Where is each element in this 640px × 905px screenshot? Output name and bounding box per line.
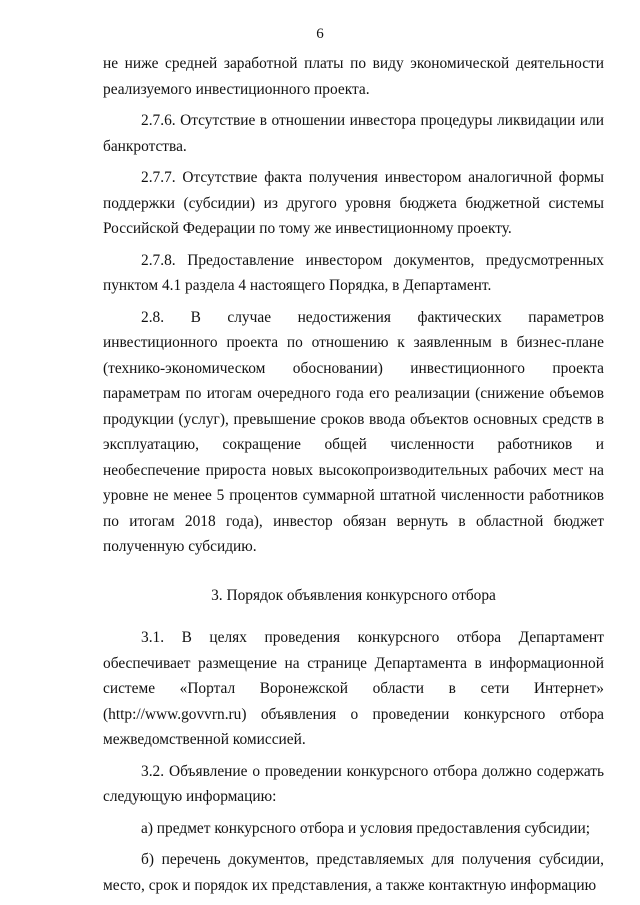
paragraph-2-8: 2.8. В случае недостижения фактических параметров инвестиционного проекта по отношению к заявленным в бизнес-плане (технико-экономическом обосновании) инвестиционного проекта параметрам по итогам очередного года его реализации (снижение объемов продукции (услуг), превышение сроков ввода объектов основных средств в эксплуатацию, сокращение общей численности работников и необеспечение прироста новых высокопроизводительных рабочих мест на уровне не менее 5 процентов суммарной штатной численности работников по итогам 2018 года), инвестор обязан вернуть в областной бюджет полученную субсидию. bbox=[103, 308, 604, 555]
paragraph-2-7-8: 2.7.8. Предоставление инвестором документов, предусмотренных пунктом 4.1 раздела 4 настоящего Порядка, в Департамент. bbox=[103, 251, 604, 294]
paragraph-3-1: 3.1. В целях проведения конкурсного отбора Департамент обеспечивает размещение на странице Департамента в информационной системе «Портал Воронежской области в сети Интернет» (http://www.govvrn.ru) объявления о проведении конкурсного отбора межведомственной комиссией. bbox=[103, 629, 604, 748]
paragraph-3-2: 3.2. Объявление о проведении конкурсного отбора должно содержать следующую информацию: bbox=[103, 762, 604, 805]
paragraph-2-7-6: 2.7.6. Отсутствие в отношении инвестора процедуры ликвидации или банкротства. bbox=[103, 112, 604, 155]
page-number: 6 bbox=[316, 26, 324, 42]
section-heading: 3. Порядок объявления конкурсного отбора bbox=[211, 586, 496, 604]
list-item-a: а) предмет конкурсного отбора и условия предоставления субсидии; bbox=[141, 819, 591, 837]
paragraph-continuation: не ниже средней заработной платы по виду экономической деятельности реализуемого инвестиционного проекта. bbox=[103, 55, 604, 98]
paragraph-2-7-7: 2.7.7. Отсутствие факта получения инвестором аналогичной формы поддержки (субсидии) из другого уровня бюджета бюджетной системы Российской Федерации по тому же инвестиционному проекту. bbox=[103, 169, 604, 237]
list-item-b: б) перечень документов, представляемых для получения субсидии, место, срок и порядок их представления, а также контактную информацию bbox=[103, 851, 604, 894]
document-body bbox=[103, 51, 604, 898]
